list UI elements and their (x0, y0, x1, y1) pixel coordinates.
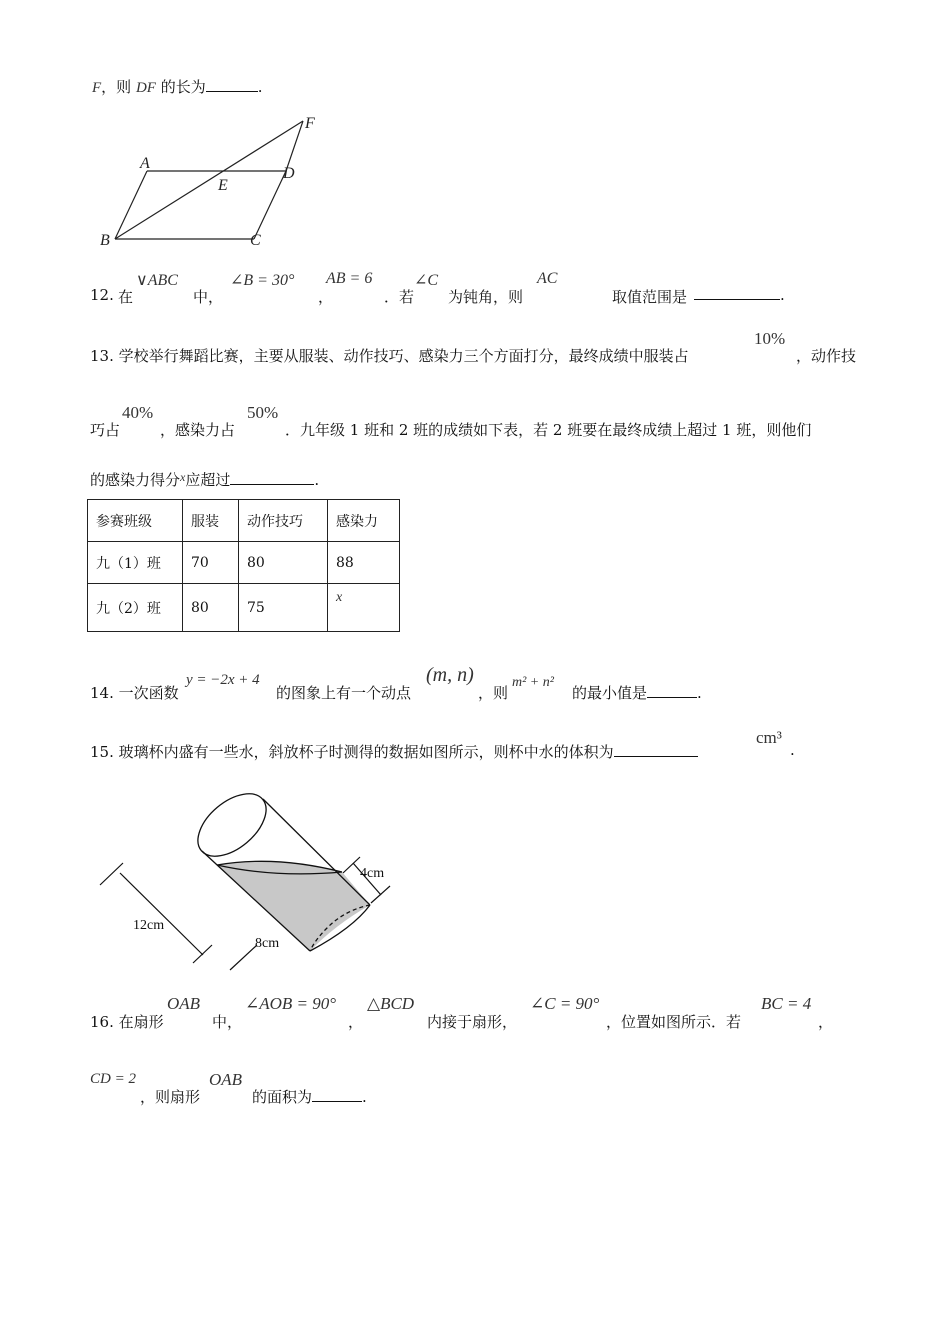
cell-costume: 80 (183, 584, 239, 632)
q14-answer-blank (647, 697, 697, 698)
label-e: E (218, 177, 228, 194)
q15-unit: cm³ (756, 728, 782, 747)
dim-line-12cm (120, 873, 203, 955)
q13-line2-a: 巧占 (90, 421, 121, 439)
q11-df: DF (135, 80, 156, 96)
q13-line3-b: 应超过 (185, 471, 231, 489)
q11-point-f: F (92, 80, 102, 96)
cell-class: 九（2）班 (88, 584, 183, 632)
q13-line2-c: ．九年级 1 班和 2 班的成绩如下表，若 2 班要在最终成绩上超过 1 班，则他们 (285, 421, 812, 439)
parallelogram-figure (90, 108, 340, 258)
ext-line-4cm-a (343, 857, 360, 873)
cell-appeal: 88 (328, 542, 400, 584)
label-c: C (250, 232, 261, 249)
q13-end: . (314, 471, 320, 489)
q14-number: 14. (90, 684, 114, 702)
q16-c: ， (348, 1013, 364, 1031)
table-header-row (88, 500, 400, 542)
q13-var-x: x (180, 470, 186, 484)
table-row (88, 542, 400, 584)
q16-e: ，位置如图所示．若 (606, 1013, 742, 1031)
q14-b: 的图象上有一个动点 (276, 684, 412, 702)
q16-a: 在扇形 (118, 1013, 164, 1031)
q12-ac: AC (537, 270, 558, 287)
q14-a: 一次函数 (118, 684, 179, 702)
q16-angle-c: ∠C = 90° (530, 994, 600, 1013)
q12-mid: 中， (193, 288, 224, 306)
q11-line (92, 76, 263, 97)
q13-pct-appeal: 50% (247, 403, 279, 422)
q11-suffix: 的长为 (160, 78, 206, 96)
segment-dc (254, 171, 286, 239)
q16-bc: BC = 4 (761, 994, 812, 1013)
q11-then: ，则 (101, 78, 132, 96)
header-costume: 服装 (183, 500, 239, 542)
tilted-cup-figure (95, 785, 385, 980)
q16-oab: OAB (167, 994, 201, 1013)
q13-line3-a: 的感染力得分 (90, 471, 181, 489)
q14-line (90, 682, 179, 703)
q14-function: y = −2x + 4 (186, 672, 260, 688)
q16-number: 16. (90, 1013, 114, 1031)
q16-g: ，则扇形 (140, 1088, 201, 1106)
q15-end: . (790, 741, 795, 759)
q13-line1-end: ，动作技 (796, 347, 857, 365)
cell-costume: 70 (183, 542, 239, 584)
label-f: F (305, 115, 315, 132)
q12-angle-b: ∠B = 30° (230, 272, 295, 289)
q13-line1 (90, 345, 689, 366)
q15-line (90, 741, 698, 762)
q14-d-text: 的最小值是 (572, 684, 648, 702)
header-class: 参赛班级 (88, 500, 183, 542)
water-region (217, 861, 370, 951)
q12-if: ．若 (384, 288, 415, 306)
q11-answer-blank (206, 91, 258, 92)
q13-pct-costume: 10% (754, 329, 786, 348)
q16-line1-a (90, 1011, 164, 1032)
q16-triangle: △BCD (367, 994, 415, 1013)
q16-h: 的面积为 (252, 1088, 313, 1106)
q16-cd: CD = 2 (90, 1071, 136, 1087)
q13-pct-skill: 40% (122, 403, 154, 422)
q12-at: 在 (118, 288, 134, 306)
q14-c: ，则 (478, 684, 509, 702)
header-appeal: 感染力 (328, 500, 400, 542)
q16-angle-aob: ∠AOB = 90° (245, 994, 337, 1013)
q12-answer-blank (694, 299, 780, 300)
table-row (88, 584, 400, 632)
q12-ab: AB = 6 (326, 270, 373, 287)
label-b: B (100, 232, 110, 249)
q12-range: 取值范围是 (612, 288, 688, 306)
q13-line1-text: 学校举行舞蹈比赛，主要从服装、动作技巧、感染力三个方面打分，最终成绩中服装占 (118, 347, 689, 365)
q16-oab-2: OAB (209, 1070, 243, 1089)
cell-class: 九（1）班 (88, 542, 183, 584)
q13-answer-blank (230, 484, 314, 485)
q14-end: . (697, 684, 702, 702)
q16-answer-blank (312, 1101, 362, 1102)
label-4cm: 4cm (360, 866, 385, 881)
q12-end: . (780, 286, 785, 304)
segment-df (286, 121, 303, 171)
q15-text: 玻璃杯内盛有一些水，斜放杯子时测得的数据如图所示，则杯中水的体积为 (118, 743, 614, 761)
q15-answer-blank (614, 756, 698, 757)
q14-d (572, 682, 702, 703)
q12-blank-wrap (694, 286, 785, 304)
cell-skill: 80 (239, 542, 328, 584)
q16-d: 内接于扇形， (427, 1013, 518, 1031)
q15-number: 15. (90, 743, 114, 761)
ext-line-12cm-a (100, 863, 123, 885)
q13-number: 13. (90, 347, 114, 365)
q16-f: ， (818, 1013, 834, 1031)
q16-b: 中， (212, 1013, 243, 1031)
q12-number: 12. (90, 286, 114, 304)
cup-rim (187, 782, 278, 869)
q14-point: (m, n) (426, 664, 474, 686)
label-8cm: 8cm (255, 936, 280, 951)
label-d: D (283, 165, 295, 182)
header-skill: 动作技巧 (239, 500, 328, 542)
q13-line3 (90, 469, 319, 490)
q12-angle-c: ∠C (414, 272, 439, 289)
cell-appeal: x (328, 584, 400, 632)
label-12cm: 12cm (133, 918, 165, 933)
score-table (87, 499, 400, 632)
q16-h-wrap (252, 1086, 367, 1107)
q12-triangle: ∨ABC (136, 272, 178, 289)
dim-line-8cm (230, 945, 257, 970)
q13-line2-b: ，感染力占 (160, 421, 236, 439)
q16-end: . (362, 1088, 367, 1106)
cell-skill: 75 (239, 584, 328, 632)
q12-comma: ， (318, 288, 334, 306)
q14-expression: m² + n² (512, 675, 554, 690)
label-a: A (140, 155, 150, 172)
q12-obtuse: 为钝角，则 (448, 288, 524, 306)
q11-end: . (257, 78, 263, 96)
